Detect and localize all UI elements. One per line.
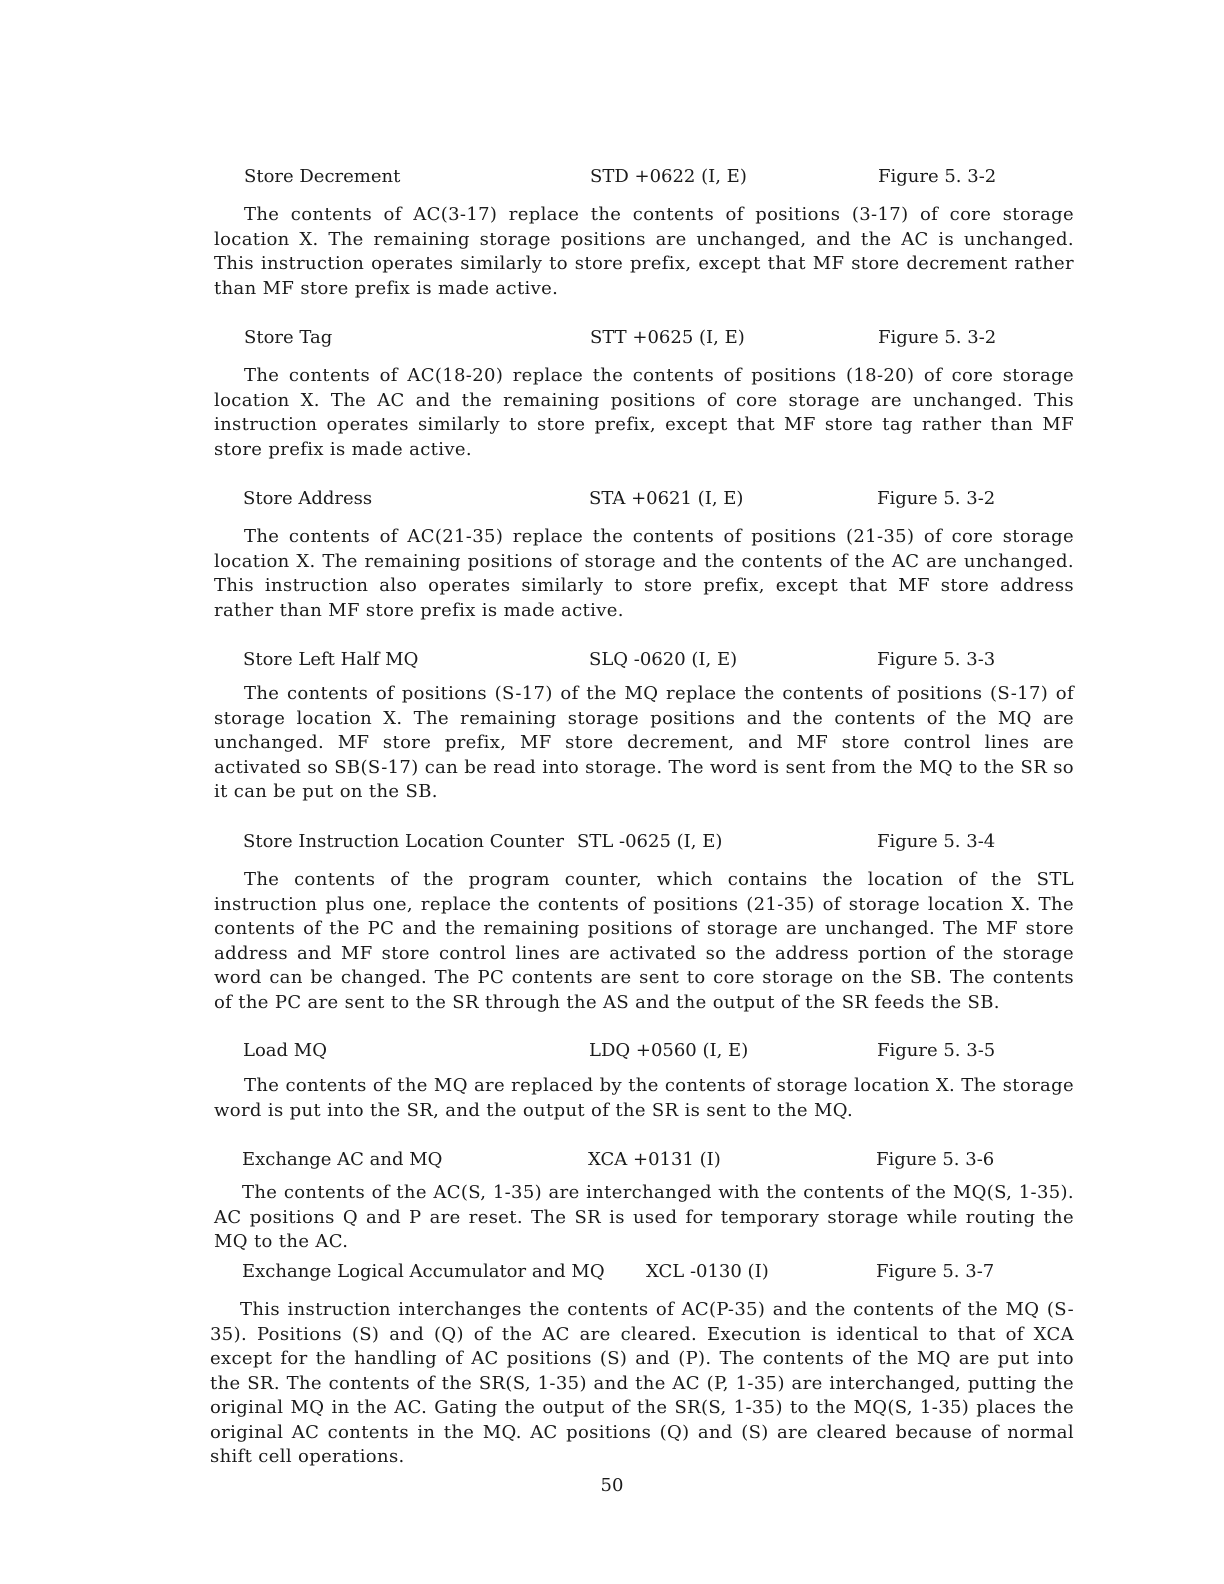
instruction-heading-stl [215,829,1075,855]
instruction-description: The contents of the program counter, which contains the location of the STL instruction plus one, replace the contents of positions (21-35) of storage location X. The contents of the PC and the remaining positions of storage are unchanged. The MF store address and MF store control lines are activated so the address portion of the storage word can be changed. The PC contents are sent to core storage on the SB. The contents of the PC are sent to the SR through the AS and the output of the SR feeds the SB. [214,869,1074,1013]
figure-reference: Figure 5. 3-6 [876,1149,995,1170]
instruction-name: Store Decrement [244,166,401,187]
instruction-code: STD +0622 (I, E) [590,166,747,187]
instruction-heading-xcl [214,1259,1074,1285]
instruction-heading-ldq [215,1038,1075,1064]
instruction-code: LDQ +0560 (I, E) [589,1040,749,1061]
instruction-name: Exchange Logical Accumulator and MQ [242,1261,605,1282]
instruction-description: The contents of positions (S-17) of the MQ replace the contents of positions (S-17) of storage location X. The remaining storage positions and the contents of the MQ are unchanged. MF store prefix, MF store decrement, and MF store control lines are activated so SB(S-17) can be read into storage. The word is sent from the MQ to the SR so it can be put on the SB. [214,683,1074,802]
instruction-description: The contents of the AC(S, 1-35) are interchanged with the contents of the MQ(S, 1-35). AC positions Q and P are reset. The SR is used for temporary storage while routing the MQ to the AC. [214,1182,1074,1252]
instruction-code: STL -0625 (I, E) [577,831,723,852]
instruction-description: This instruction interchanges the contents of AC(P-35) and the contents of the MQ (S-35). Positions (S) and (Q) of the AC are cleared. Execution is identical to that of XCA except for the handling of AC positions (S) and (P). The contents of the MQ are put into the SR. The contents of the SR(S, 1-35) and the AC (P, 1-35) are interchanged, putting the original MQ in the AC. Gating the output of the SR(S, 1-35) to the MQ(S, 1-35) places the original AC contents in the MQ. AC positions (Q) and (S) are cleared because of normal shift cell operations. [210,1299,1074,1467]
instruction-description: The contents of AC(18-20) replace the contents of positions (18-20) of core storage location X. The AC and the remaining positions of core storage are unchanged. This instruction operates similarly to store prefix, except that MF store tag rather than MF store prefix is made active. [214,365,1074,460]
figure-reference: Figure 5. 3-5 [877,1040,996,1061]
instruction-name: Exchange AC and MQ [242,1149,443,1170]
figure-reference: Figure 5. 3-2 [878,166,997,187]
instruction-code: XCA +0131 (I) [588,1149,721,1170]
instruction-name: Load MQ [243,1040,327,1061]
instruction-code: XCL -0130 (I) [646,1261,769,1282]
instruction-name: Store Left Half MQ [243,649,419,670]
instruction-code: STA +0621 (I, E) [589,488,744,509]
instruction-name: Store Instruction Location Counter [243,831,565,852]
instruction-description: The contents of the MQ are replaced by the contents of storage location X. The storage word is put into the SR, and the output of the SR is sent to the MQ. [214,1075,1074,1121]
figure-reference: Figure 5. 3-7 [876,1261,995,1282]
figure-reference: Figure 5. 3-2 [878,327,997,348]
instruction-heading-std [216,164,1076,190]
figure-reference: Figure 5. 3-3 [877,649,996,670]
instruction-description: The contents of AC(3-17) replace the contents of positions (3-17) of core storage location X. The remaining storage positions are unchanged, and the AC is unchanged. This instruction operates similarly to store prefix, except that MF store decrement rather than MF store prefix is made active. [214,204,1074,299]
page-number: 50 [600,1475,624,1496]
instruction-heading-sta [215,486,1075,512]
instruction-heading-xca [214,1147,1074,1173]
instruction-code: STT +0625 (I, E) [590,327,745,348]
instruction-heading-slq [215,647,1075,673]
figure-reference: Figure 5. 3-2 [877,488,996,509]
figure-reference: Figure 5. 3-4 [877,831,996,852]
instruction-name: Store Tag [244,327,333,348]
instruction-name: Store Address [243,488,373,509]
instruction-description: The contents of AC(21-35) replace the contents of positions (21-35) of core storage location X. The remaining positions of storage and the contents of the AC are unchanged. This instruction also operates similarly to store prefix, except that MF store address rather than MF store prefix is made active. [214,526,1074,621]
instruction-heading-stt [216,325,1076,351]
instruction-code: SLQ -0620 (I, E) [589,649,738,670]
